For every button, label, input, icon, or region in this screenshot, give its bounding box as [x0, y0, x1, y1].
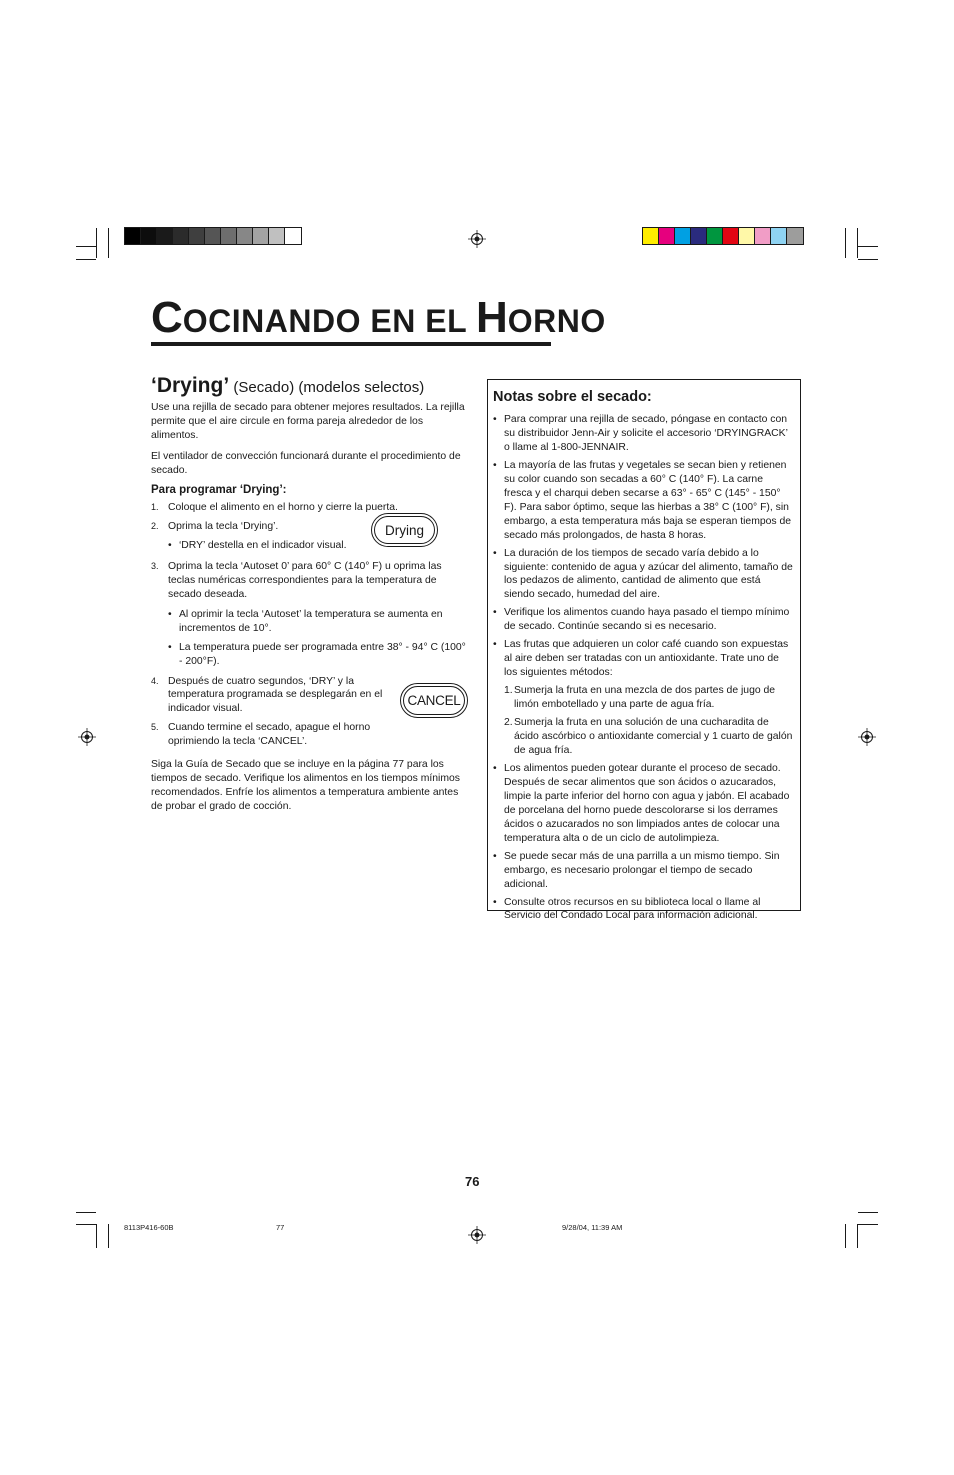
- crop-mark: [845, 1224, 846, 1248]
- crop-mark: [858, 246, 878, 247]
- step-bullet: • ‘DRY’ destella en el indicador visual.: [168, 540, 347, 552]
- registration-target-icon: [468, 1226, 486, 1244]
- note-item: • Las frutas que adquieren un color café cuando son expuestas al aire deben ser tratadas con un antioxidante. Trate uno de los siguientes métodos:: [493, 639, 789, 679]
- crop-mark: [857, 1224, 858, 1248]
- crop-mark: [857, 228, 858, 258]
- registration-target-icon: [858, 728, 876, 746]
- color-swatch: [189, 228, 205, 244]
- color-swatch: [739, 228, 755, 244]
- note-item: • La duración de los tiempos de secado varía debido a lo siguiente: contenido de agua y azúcar del alimento, tamaño de los pedazos de alimento, cantidad de alimento que está siendo secado, humedad del aire.: [493, 547, 793, 601]
- color-swatch: [643, 228, 659, 244]
- closing-paragraph: Siga la Guía de Secado que se incluye en la página 77 para los tiempos de secado. Verifique los alimentos en los tiempos mínimos recomendados. Enfríe los alimentos a temperatura ambiente antes de probar el grado de cocción.: [151, 759, 460, 812]
- method-item: 2. Sumerja la fruta en una solución de una cucharadita de ácido ascórbico o antioxidante comercial y 1 cuarto de galón de agua fría.: [504, 717, 793, 756]
- drying-section: [151, 373, 469, 818]
- color-swatch: [771, 228, 787, 244]
- drying-notes-box: [487, 379, 801, 922]
- method-item: 1. Sumerja la fruta en una mezcla de dos partes de jugo de limón embotellado y una parte de agua fría.: [504, 685, 776, 711]
- crop-mark: [76, 1224, 96, 1225]
- note-item: • Para comprar una rejilla de secado, póngase en contacto con su distribuidor Jenn-Air y solicite el accesorio ‘DRYINGRACK’ o llame al 1-800-JENNAIR.: [493, 414, 788, 453]
- crop-mark: [108, 1224, 109, 1248]
- page-title: COCINANDO EN EL HORNO: [151, 293, 606, 342]
- program-heading: Para programar ‘Drying’:: [151, 483, 287, 496]
- footer-date: 9/28/04, 11:39 AM: [562, 1223, 623, 1232]
- crop-mark: [76, 259, 96, 260]
- color-swatch: [269, 228, 285, 244]
- intro-paragraph: Use una rejilla de secado para obtener mejores resultados. La rejilla permite que el aire circule en forma pareja alrededor de los alimentos.: [151, 402, 465, 441]
- crop-mark: [858, 1224, 878, 1225]
- drying-heading: ‘Drying’ (Secado) (modelos selectos): [151, 374, 425, 397]
- footer-code: 8113P416-60B: [124, 1223, 174, 1232]
- page-number: 76: [465, 1174, 480, 1189]
- color-swatch: [125, 228, 141, 244]
- footer-page: 77: [276, 1223, 285, 1232]
- title-rule: [151, 342, 551, 346]
- grayscale-bar: [124, 227, 302, 245]
- color-swatch: [205, 228, 221, 244]
- registration-target-icon: [78, 728, 96, 746]
- step-bullet: • Al oprimir la tecla ‘Autoset’ la temperatura se aumenta en incrementos de 10°.: [168, 608, 443, 634]
- color-swatch: [787, 228, 803, 244]
- color-swatch: [237, 228, 253, 244]
- crop-mark: [845, 228, 846, 258]
- step-item: 5. Cuando termine el secado, apague el horno oprimiendo la tecla ‘CANCEL’.: [151, 722, 371, 748]
- color-swatch: [173, 228, 189, 244]
- color-swatch: [659, 228, 675, 244]
- note-item: • La mayoría de las frutas y vegetales se secan bien y retienen su color cuando son secadas a 60° C (140° F). La carne fresca y el charqui deben secarse a 63° - 65° C (145° - 150° F). Para sabor óptimo, seque las hierbas a 38° C (100° F), sin embargo, a esta temperatura más baja se esperan tiempos de secado más prolongados, de hasta 8 horas.: [493, 459, 792, 541]
- process-color-bar: [642, 227, 804, 245]
- color-swatch: [691, 228, 707, 244]
- crop-mark: [76, 1212, 96, 1213]
- color-swatch: [675, 228, 691, 244]
- crop-mark: [858, 1212, 878, 1213]
- note-item: • Se puede secar más de una parrilla a un mismo tiempo. Sin embargo, es necesario prolongar el tiempo de secado adicional.: [493, 850, 780, 890]
- step-item: 1. Coloque el alimento en el horno y cierre la puerta.: [151, 502, 398, 514]
- color-swatch: [707, 228, 723, 244]
- notes-heading: Notas sobre el secado:: [493, 389, 652, 405]
- crop-mark: [96, 228, 97, 258]
- color-swatch: [285, 228, 301, 244]
- color-swatch: [221, 228, 237, 244]
- intro-paragraph: El ventilador de convección funcionará durante el procedimiento de secado.: [151, 450, 461, 476]
- step-bullet: • La temperatura puede ser programada entre 38° - 94° C (100° - 200°F).: [168, 641, 466, 667]
- color-swatch: [723, 228, 739, 244]
- step-item: 2. Oprima la tecla ‘Drying’.: [151, 521, 279, 533]
- cancel-key-icon: CANCEL: [400, 683, 468, 718]
- color-swatch: [253, 228, 269, 244]
- note-item: • Verifique los alimentos cuando haya pasado el tiempo mínimo de secado. Continúe secando si es necesario.: [493, 607, 790, 633]
- color-swatch: [157, 228, 173, 244]
- step-item: 4. Después de cuatro segundos, ‘DRY’ y la temperatura programada se desplegarán en el indicador visual.: [151, 675, 383, 715]
- crop-mark: [96, 1224, 97, 1248]
- note-item: • Consulte otros recursos en su biblioteca local o llame al Servicio del Condado Local para información adicional.: [493, 896, 761, 922]
- step-item: 3. Oprima la tecla ‘Autoset 0’ para 60° C (140° F) u oprima las teclas numéricas correspondientes para la temperatura de secado deseada.: [151, 561, 442, 600]
- crop-mark: [858, 259, 878, 260]
- drying-key-icon: Drying: [371, 513, 438, 547]
- crop-mark: [76, 246, 96, 247]
- color-swatch: [755, 228, 771, 244]
- note-item: • Los alimentos pueden gotear durante el proceso de secado. Después de secar alimentos que son ácidos o azucarados, limpie la parte inferior del horno con agua y jabón. El acabado de porcelana del horno puede descolorarse si los derrames ácidos o azucarados no son limpiados antes de colocar una temperatura alta o de un ciclo de autolimpieza.: [493, 762, 790, 844]
- color-swatch: [141, 228, 157, 244]
- crop-mark: [108, 228, 109, 258]
- registration-target-icon: [468, 230, 486, 248]
